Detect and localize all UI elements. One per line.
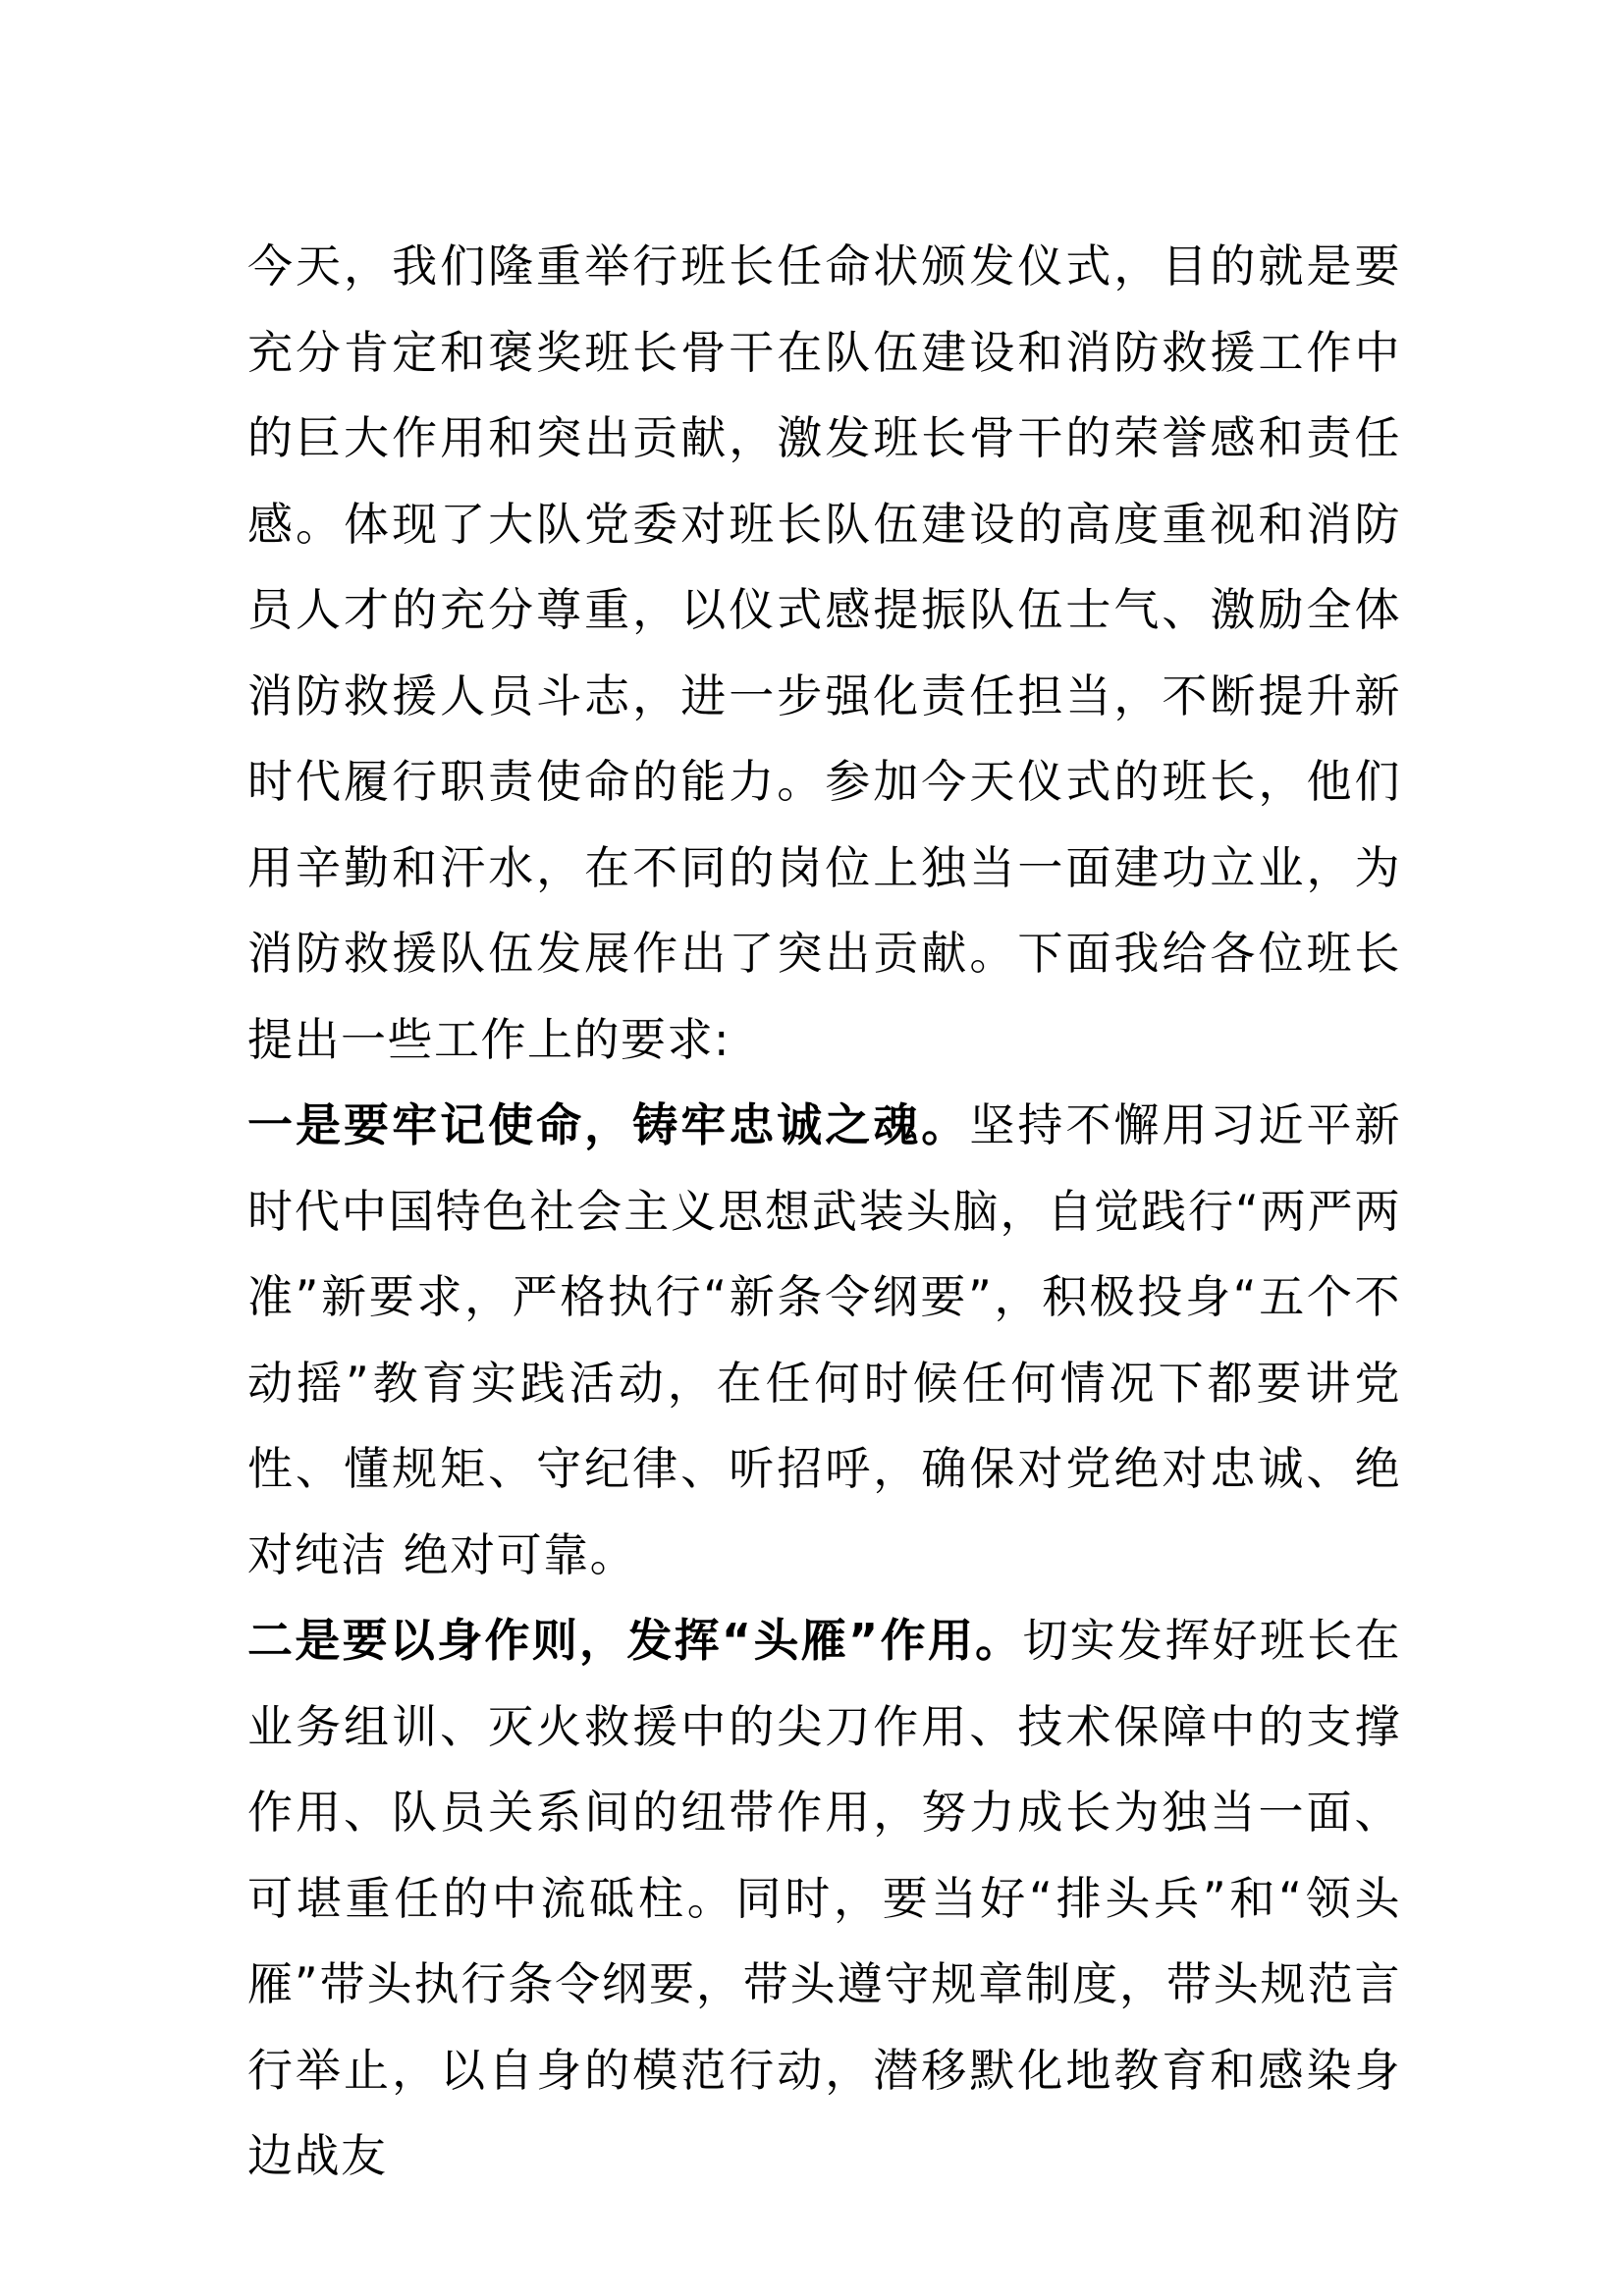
paragraph-intro	[247, 224, 1401, 1083]
paragraph-point-two-text: 切实发挥好班长在业务组训、灭火救援中的尖刀作用、技术保障中的支撑作用、队员关系间的纽带作用，努力成长为独当一面、可堪重任的中流砥柱。同时，要当好“排头兵”和“领头雁”带头执行条令纲要，带头遵守规章制度，带头规范言行举止，以自身的模范行动，潜移默化地教育和感染身边战友	[247, 1614, 1402, 2182]
paragraph-point-two-heading: 二是要以身作则，发挥“头雁”作用。	[247, 1614, 1023, 1667]
paragraph-intro-text: 今天，我们隆重举行班长任命状颁发仪式，目的就是要充分肯定和褒奖班长骨干在队伍建设和消防救援工作中的巨大作用和突出贡献，激发班长骨干的荣誉感和责任感。体现了大队党委对班长队伍建设的高度重视和消防员人才的充分尊重，以仪式感提振队伍士气、激励全体消防救援人员斗志，进一步强化责任担当，不断提升新时代履行职责使命的能力。参加今天仪式的班长，他们用辛勤和汗水，在不同的岗位上独当一面建功立业，为消防救援队伍发展作出了突出贡献。下面我给各位班长提出一些工作上的要求:	[247, 240, 1401, 1066]
paragraph-point-one-heading: 一是要牢记使命，铸牢忠诚之魂。	[247, 1098, 970, 1151]
document-body	[247, 224, 1401, 2200]
paragraph-point-one	[247, 1083, 1401, 1598]
paragraph-point-two	[247, 1598, 1401, 2200]
paragraph-point-one-text: 坚持不懈用习近平新时代中国特色社会主义思想武装头脑，自觉践行“两严两准”新要求，严格执行“新条令纲要”，积极投身“五个不动摇”教育实践活动，在任何时候任何情况下都要讲党性、懂规矩、守纪律、听招呼，确保对党绝对忠诚、绝对纯洁 绝对可靠。	[247, 1098, 1402, 1581]
